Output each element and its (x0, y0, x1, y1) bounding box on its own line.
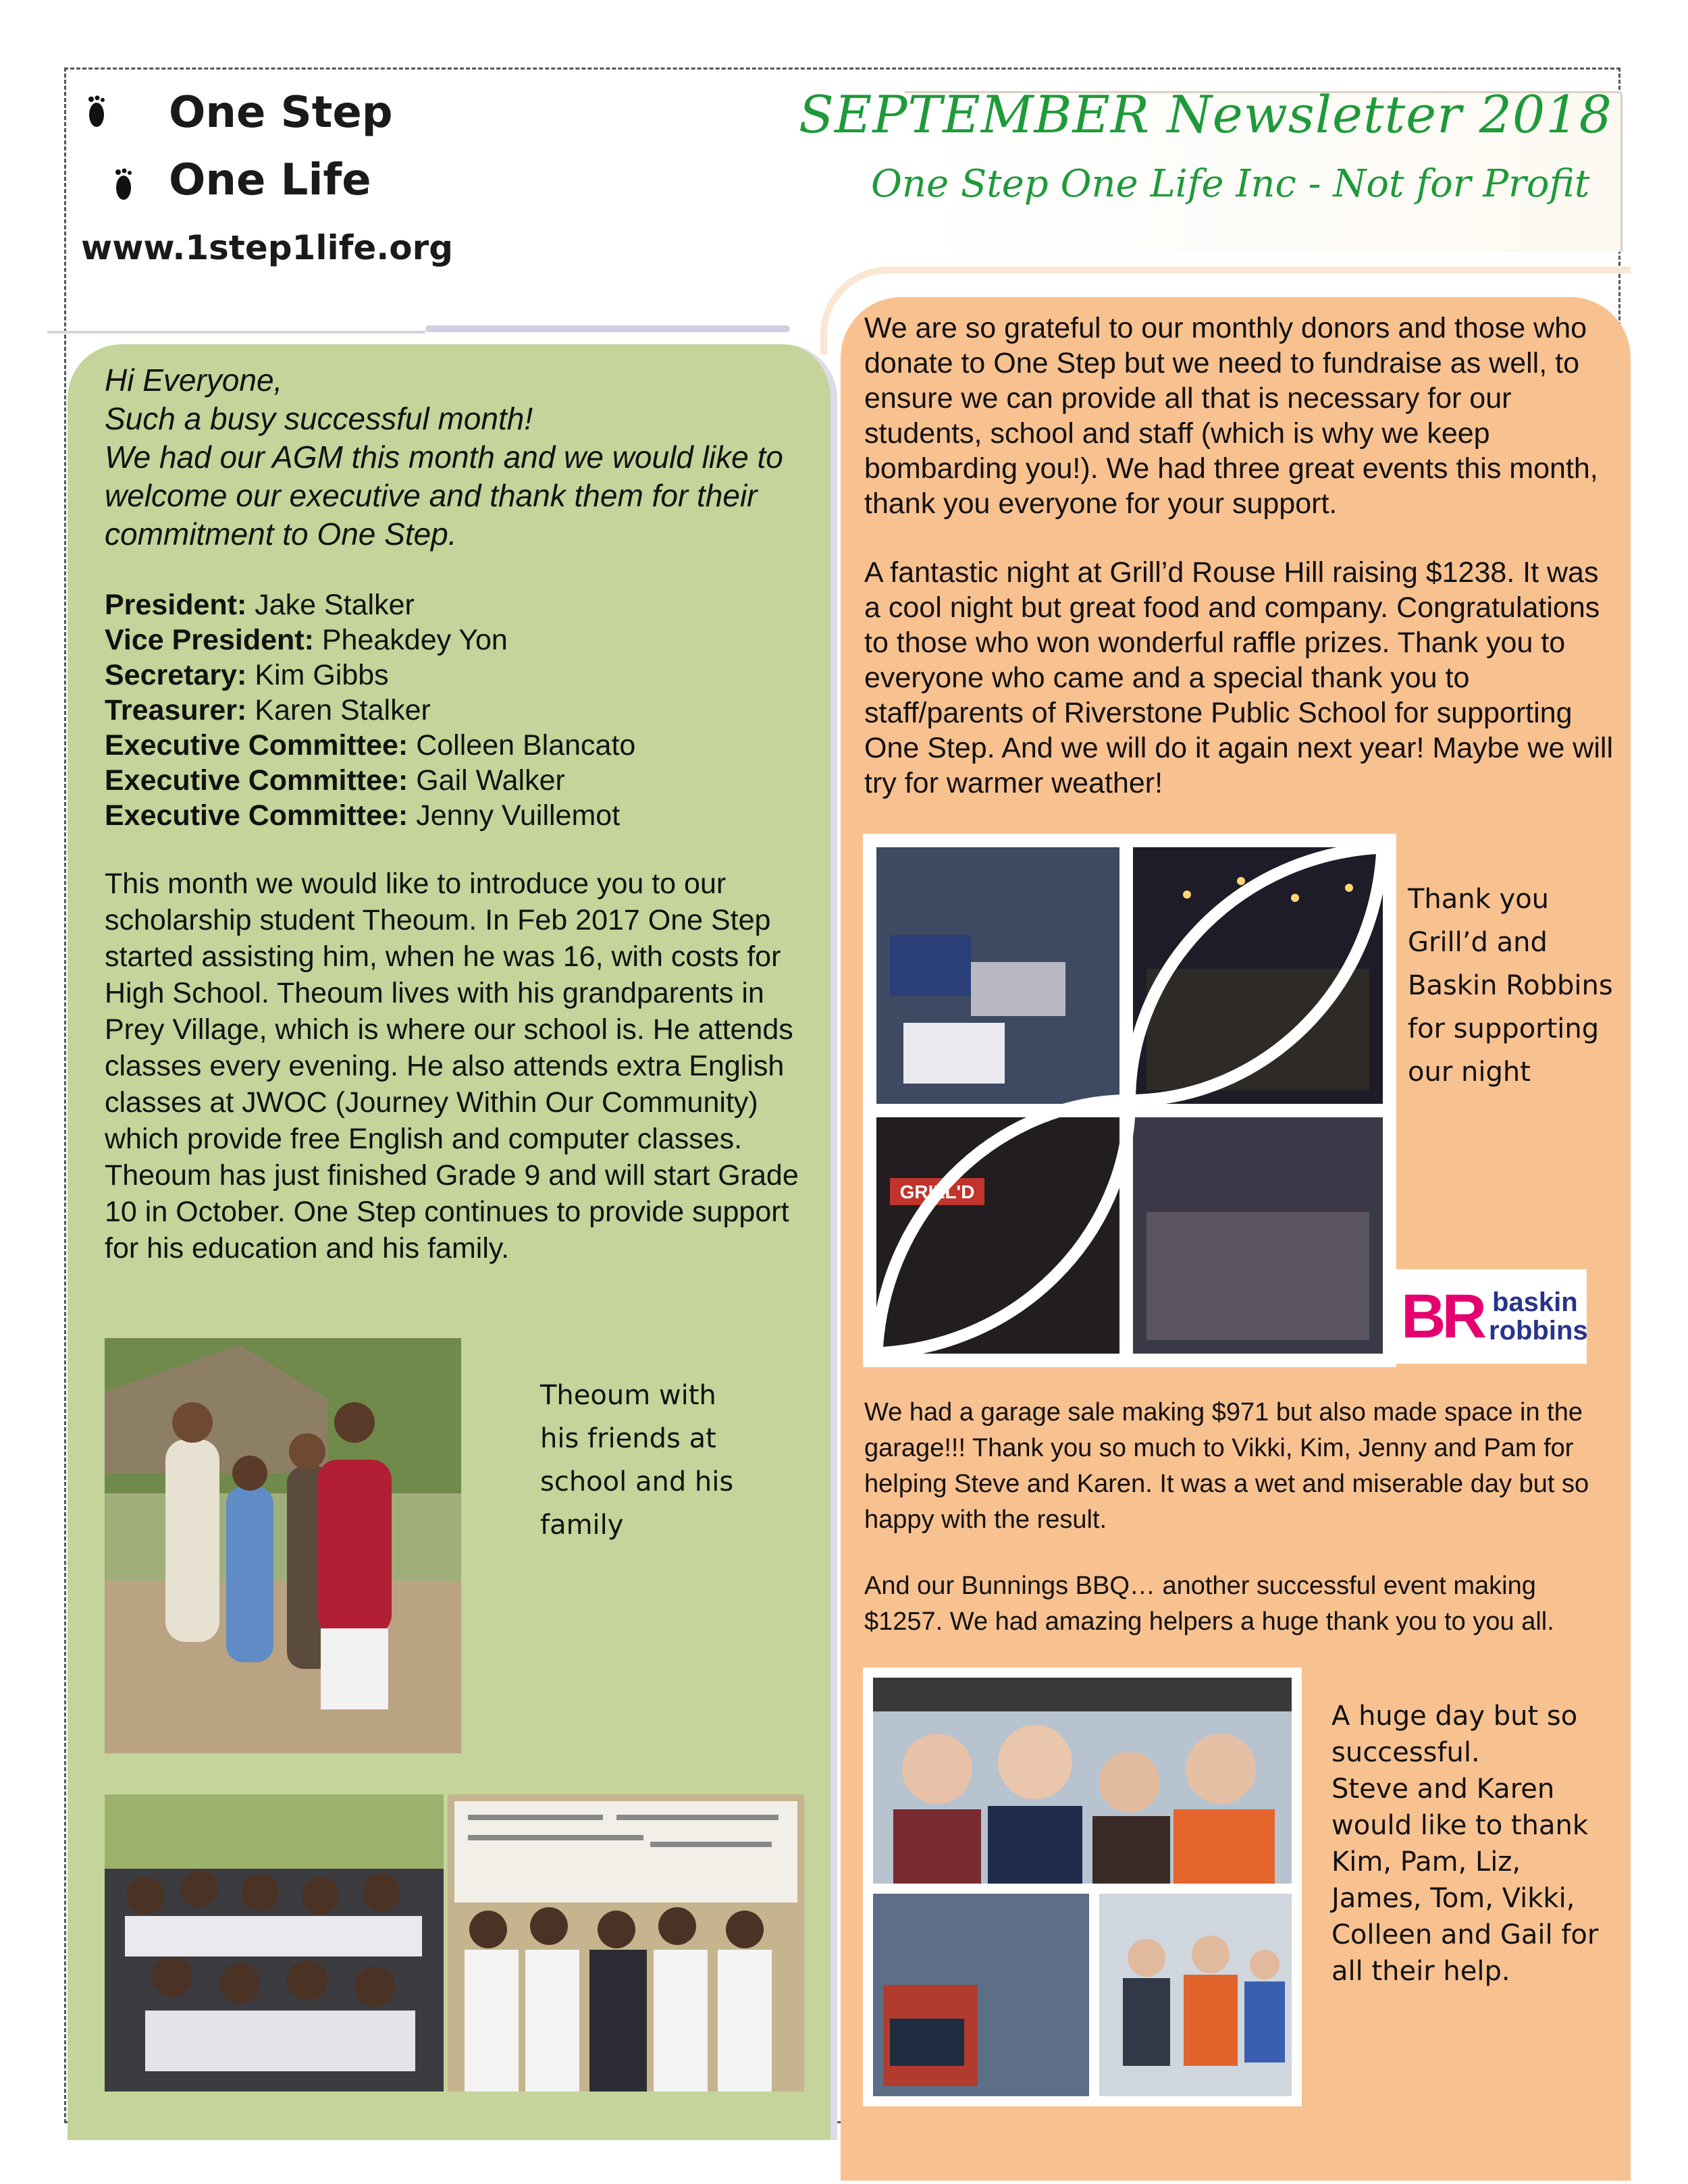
intro-line: We had our AGM this month and we would like to welcome our executive and thank them for their commitment to One Step. (105, 440, 783, 552)
newsletter-subtitle: One Step One Life Inc - Not for Profit (871, 162, 1590, 206)
logo-line-1: One Step (169, 88, 393, 138)
caption-line: Thank you (1408, 884, 1550, 915)
caption-line: Steve and Karen (1331, 1774, 1555, 1805)
officer-row: Treasurer: Karen Stalker (105, 694, 431, 726)
officer-row: President: Jake Stalker (105, 589, 415, 621)
grilld-paragraph: A fantastic night at Grill’d Rouse Hill raising $1238. It was a cool night but great food and company. Congratulations to those who won wonderful raffle prizes. Thank you to everyone who came and a special thank you to staff/parents of Riverstone Public School for supporting One Step. And we will do it again next year! Maybe we will try for warmer weather! (864, 556, 1614, 799)
intro-line: Such a busy successful month! (105, 401, 533, 436)
baskin-text: baskin (1492, 1287, 1578, 1317)
officer-row: Executive Committee: Gail Walker (105, 764, 565, 797)
caption-line: successful. (1331, 1737, 1480, 1768)
bunnings-bbq-collage (863, 1668, 1302, 2106)
caption-line: Theoum with (540, 1380, 716, 1411)
grilld-collage-caption (1408, 878, 1631, 1094)
divider-line (425, 325, 790, 332)
officer-row: Secretary: Kim Gibbs (105, 659, 389, 691)
caption-line: Baskin Robbins (1408, 970, 1613, 1001)
caption-line: family (540, 1510, 624, 1541)
caption-line: all their help. (1331, 1956, 1510, 1987)
garage-sale-paragraph: We had a garage sale making $971 but also made space in the garage!!! Thank you so much to Vikki, Kim, Jenny and Pam for helping Steve and Karen. It was a wet and miserable day but so happy with the result. (864, 1398, 1589, 1534)
classroom-photo (448, 1794, 804, 2092)
caption-line: A huge day but so (1331, 1701, 1578, 1732)
website-url[interactable]: www.1step1life.org (81, 228, 454, 267)
logo-line-2: One Life (169, 155, 371, 205)
caption-line: Kim, Pam, Liz, (1331, 1846, 1521, 1877)
caption-line: school and his (540, 1466, 734, 1497)
caption-line: James, Tom, Vikki, (1331, 1883, 1575, 1914)
baskin-robbins-logo (1394, 1269, 1587, 1364)
bunnings-paragraph: And our Bunnings BBQ… another successful event making $1257. We had amazing helpers a huge thank you to you all. (864, 1572, 1554, 1636)
divider-line (47, 331, 425, 334)
officer-list (105, 587, 814, 833)
newsletter-title: SEPTEMBER Newsletter 2018 (798, 84, 1612, 144)
footprint-icon (84, 95, 113, 130)
school-group-photo (105, 1794, 444, 2092)
baskin-robbins-mark: BR (1401, 1282, 1483, 1351)
caption-line: for supporting (1408, 1013, 1600, 1044)
robbins-text: robbins (1489, 1316, 1588, 1346)
officer-row: Vice President: Pheakdey Yon (105, 624, 508, 656)
greeting: Hi Everyone, (105, 363, 283, 398)
grilld-sign: GRILL'D (899, 1181, 975, 1202)
intro-text (105, 361, 814, 554)
grilld-night-collage (863, 834, 1396, 1367)
footprint-icon (111, 167, 140, 203)
family-photo (105, 1338, 461, 1753)
caption-line: Colleen and Gail for (1331, 1919, 1599, 1950)
caption-line: would like to thank (1331, 1810, 1588, 1841)
logo (81, 88, 454, 284)
officer-row: Executive Committee: Colleen Blancato (105, 729, 636, 762)
caption-line: his friends at (540, 1423, 716, 1454)
scholarship-paragraph: This month we would like to introduce you to our scholarship student Theoum. In Feb 2017 One Step started assisting him, when he was 16, with costs for High School. Theoum lives with his grandparents in Prey Village, which is where our school is. He attends classes every evening. He also attends extra English classes at JWOC (Journey Within Our Community) which provide free English and computer classes. Theoum has just finished Grade 9 and will start Grade 10 in October. One Step continues to provide support for his education and his family. (105, 868, 799, 1264)
officer-row: Executive Committee: Jenny Vuillemot (105, 799, 621, 832)
donors-paragraph: We are so grateful to our monthly donors and those who donate to One Step but we need to fundraise as well, to ensure we can provide all that is necessary for our students, school and staff (which is why we keep bombarding you!). We had three great events this month, thank you everyone for your support. (864, 312, 1598, 520)
caption-line: Grill’d and (1408, 927, 1548, 958)
family-photo-caption (540, 1374, 770, 1547)
caption-line: our night (1408, 1057, 1531, 1088)
bunnings-collage-caption (1331, 1698, 1622, 1990)
